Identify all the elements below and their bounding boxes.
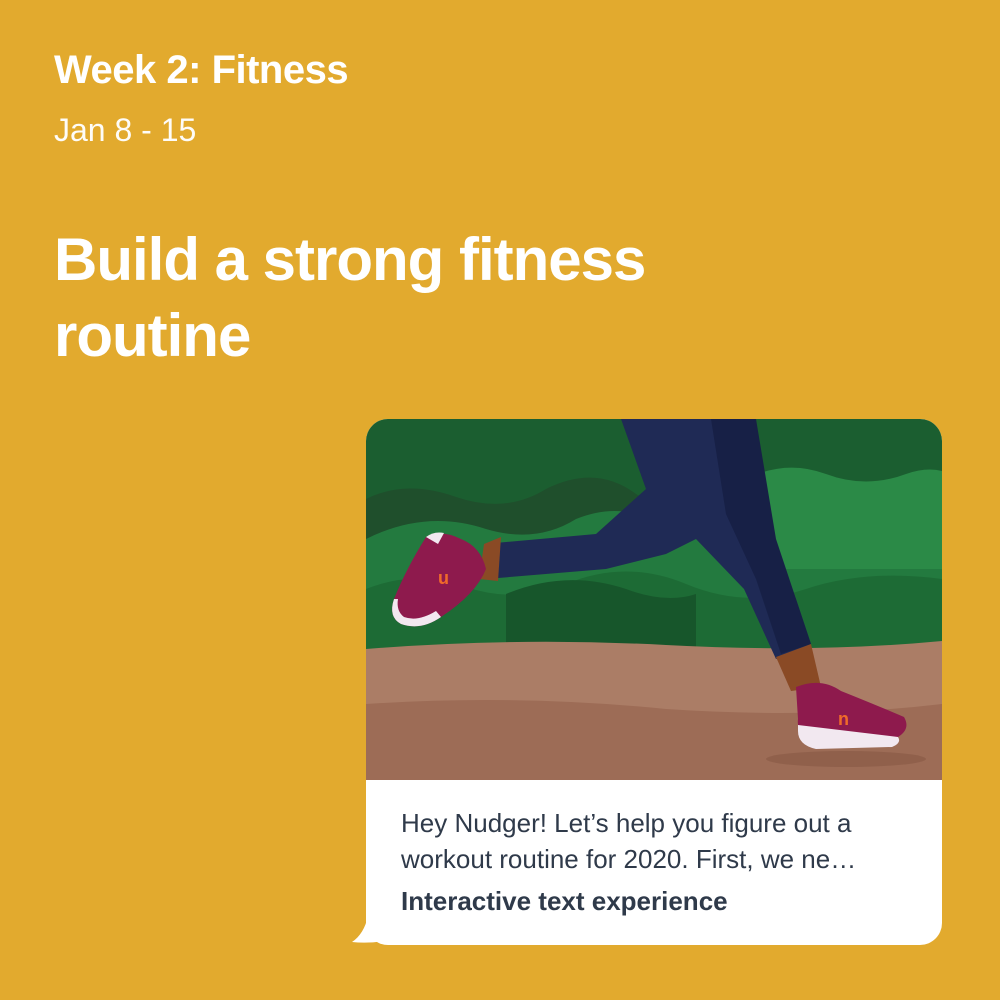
week-title: Week 2: Fitness [54, 48, 349, 92]
svg-text:u: u [438, 568, 449, 588]
svg-text:n: n [838, 709, 849, 729]
date-range: Jan 8 - 15 [54, 112, 197, 148]
interactive-link-label[interactable]: Interactive text experience [401, 886, 728, 916]
header [54, 44, 348, 150]
running-person-illustration [366, 419, 942, 780]
card-body [401, 805, 921, 919]
message-preview: Hey Nudger! Let’s help you figure out a workout routine for 2020. First, we ne… [401, 808, 857, 874]
headline: Build a strong fitness routine [54, 226, 646, 369]
message-card[interactable] [366, 419, 942, 945]
